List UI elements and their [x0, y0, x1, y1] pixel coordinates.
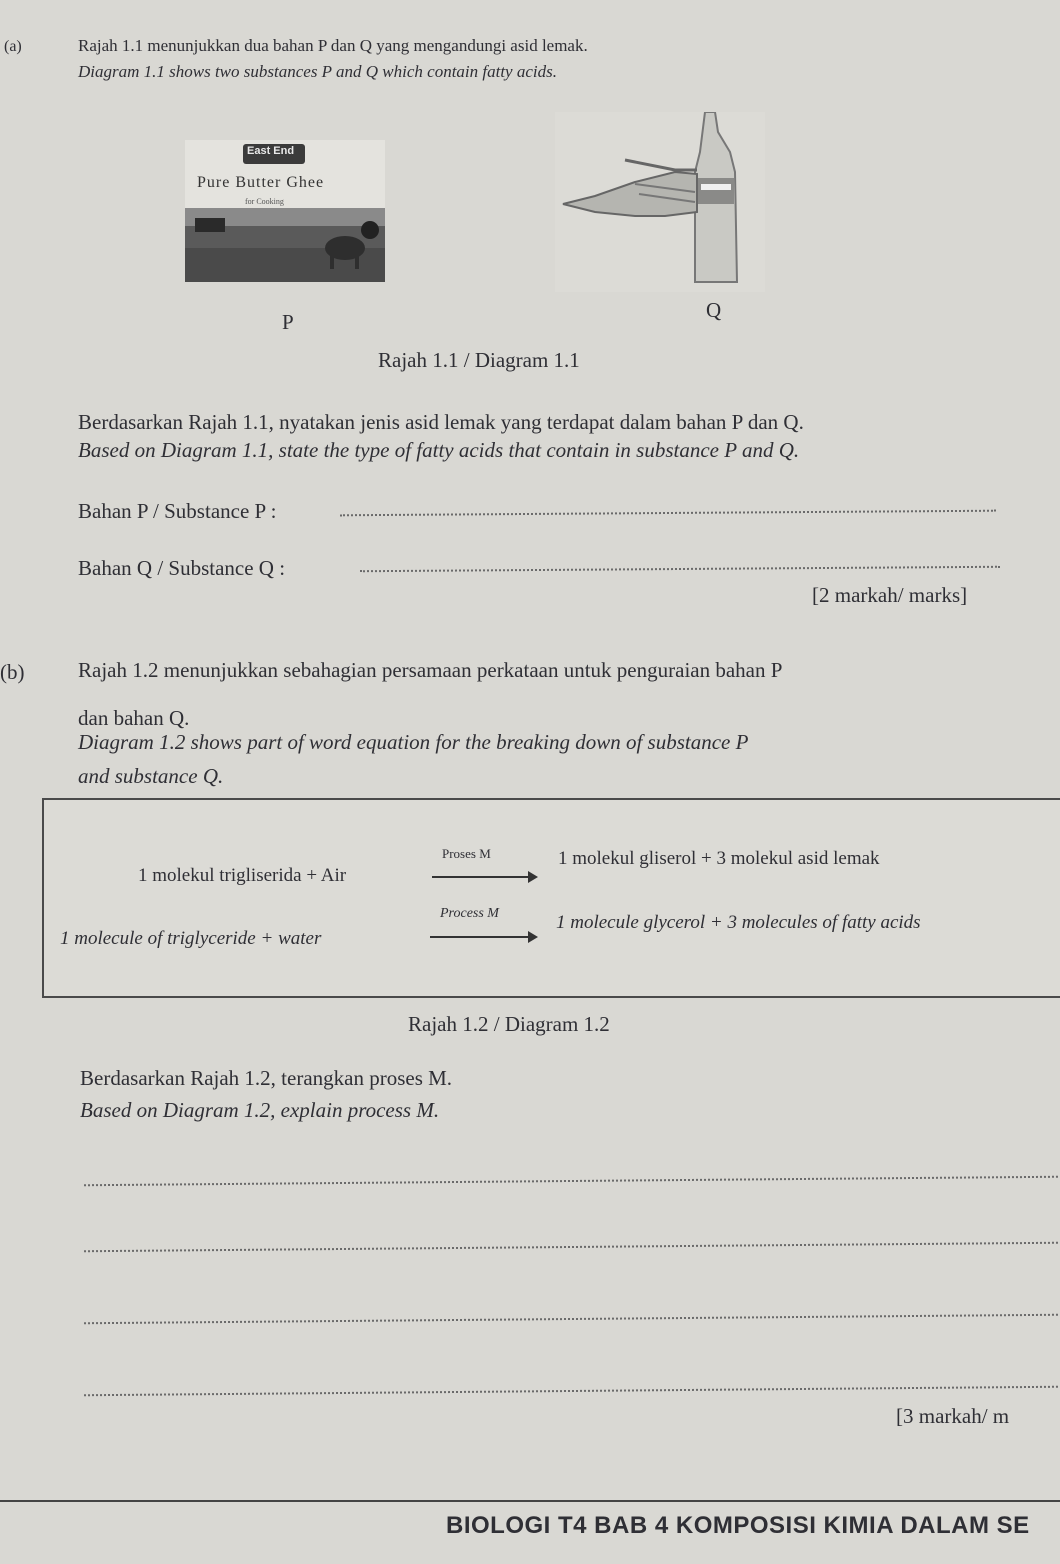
- diagram-1-1-caption: Rajah 1.1 / Diagram 1.1: [378, 348, 580, 372]
- answer-b-line-4[interactable]: [84, 1386, 1058, 1396]
- cow-pasture-graphic: [185, 208, 385, 282]
- part-b-marks: [3 markah/ m: [896, 1404, 1010, 1428]
- oil-bottle-image: [555, 112, 765, 292]
- equation-en-right: 1 molecule glycerol + 3 molecules of fatty acids: [556, 912, 921, 933]
- equation-ms-arrow-label: Proses M: [442, 846, 491, 861]
- part-a-question-ms: Berdasarkan Rajah 1.1, nyatakan jenis asid lemak yang terdapat dalam bahan P dan Q.: [78, 410, 804, 434]
- part-b-intro-en-2: and substance Q.: [78, 764, 224, 788]
- ghee-label-image: [185, 140, 385, 282]
- part-a-label: (a): [4, 38, 22, 55]
- answer-p-line[interactable]: [340, 510, 996, 517]
- answer-b-line-1[interactable]: [84, 1176, 1058, 1186]
- equation-ms-right: 1 molekul gliserol + 3 molekul asid lemak: [558, 848, 880, 869]
- equation-ms-arrow: [432, 876, 536, 878]
- equation-en-arrow: [430, 936, 536, 938]
- answer-p-label: Bahan P / Substance P :: [78, 499, 277, 523]
- part-b-question-ms: Berdasarkan Rajah 1.2, terangkan proses M.: [80, 1066, 453, 1090]
- label-p: P: [282, 310, 294, 334]
- ghee-brand: East End: [247, 145, 295, 157]
- ghee-subtitle: for Cooking: [245, 197, 284, 206]
- equation-en-arrow-label: Process M: [440, 906, 499, 921]
- part-a-question-en: Based on Diagram 1.1, state the type of fatty acids that contain in substance P and Q.: [78, 438, 800, 462]
- answer-b-line-3[interactable]: [84, 1314, 1058, 1324]
- part-a-intro-ms: Rajah 1.1 menunjukkan dua bahan P dan Q yang mengandungi asid lemak.: [78, 36, 588, 55]
- part-b-question-en: Based on Diagram 1.2, explain process M.: [80, 1098, 440, 1122]
- part-a-intro-en: Diagram 1.1 shows two substances P and Q which contain fatty acids.: [78, 62, 557, 81]
- equation-ms-left: 1 molekul trigliserida + Air: [138, 865, 347, 886]
- part-b-label: (b): [0, 660, 25, 684]
- diagram-1-2-caption: Rajah 1.2 / Diagram 1.2: [408, 1012, 610, 1036]
- part-b-intro-ms-2: dan bahan Q.: [78, 706, 190, 730]
- equation-en-left: 1 molecule of triglyceride + water: [60, 928, 322, 949]
- part-b-intro-en-1: Diagram 1.2 shows part of word equation for the breaking down of substance P: [78, 730, 749, 754]
- answer-b-line-2[interactable]: [84, 1242, 1058, 1252]
- label-q: Q: [706, 298, 722, 322]
- word-equation-box: [42, 798, 1060, 998]
- footer-divider: [0, 1500, 1060, 1502]
- answer-q-line[interactable]: [360, 566, 1000, 572]
- footer-title: BIOLOGI T4 BAB 4 KOMPOSISI KIMIA DALAM SE: [446, 1512, 1030, 1539]
- part-a-marks: [2 markah/ marks]: [812, 583, 968, 607]
- ghee-product-name: Pure Butter Ghee: [197, 174, 325, 191]
- part-b-intro-ms-1: Rajah 1.2 menunjukkan sebahagian persamaan perkataan untuk penguraian bahan P: [78, 658, 783, 682]
- answer-q-label: Bahan Q / Substance Q :: [78, 556, 286, 580]
